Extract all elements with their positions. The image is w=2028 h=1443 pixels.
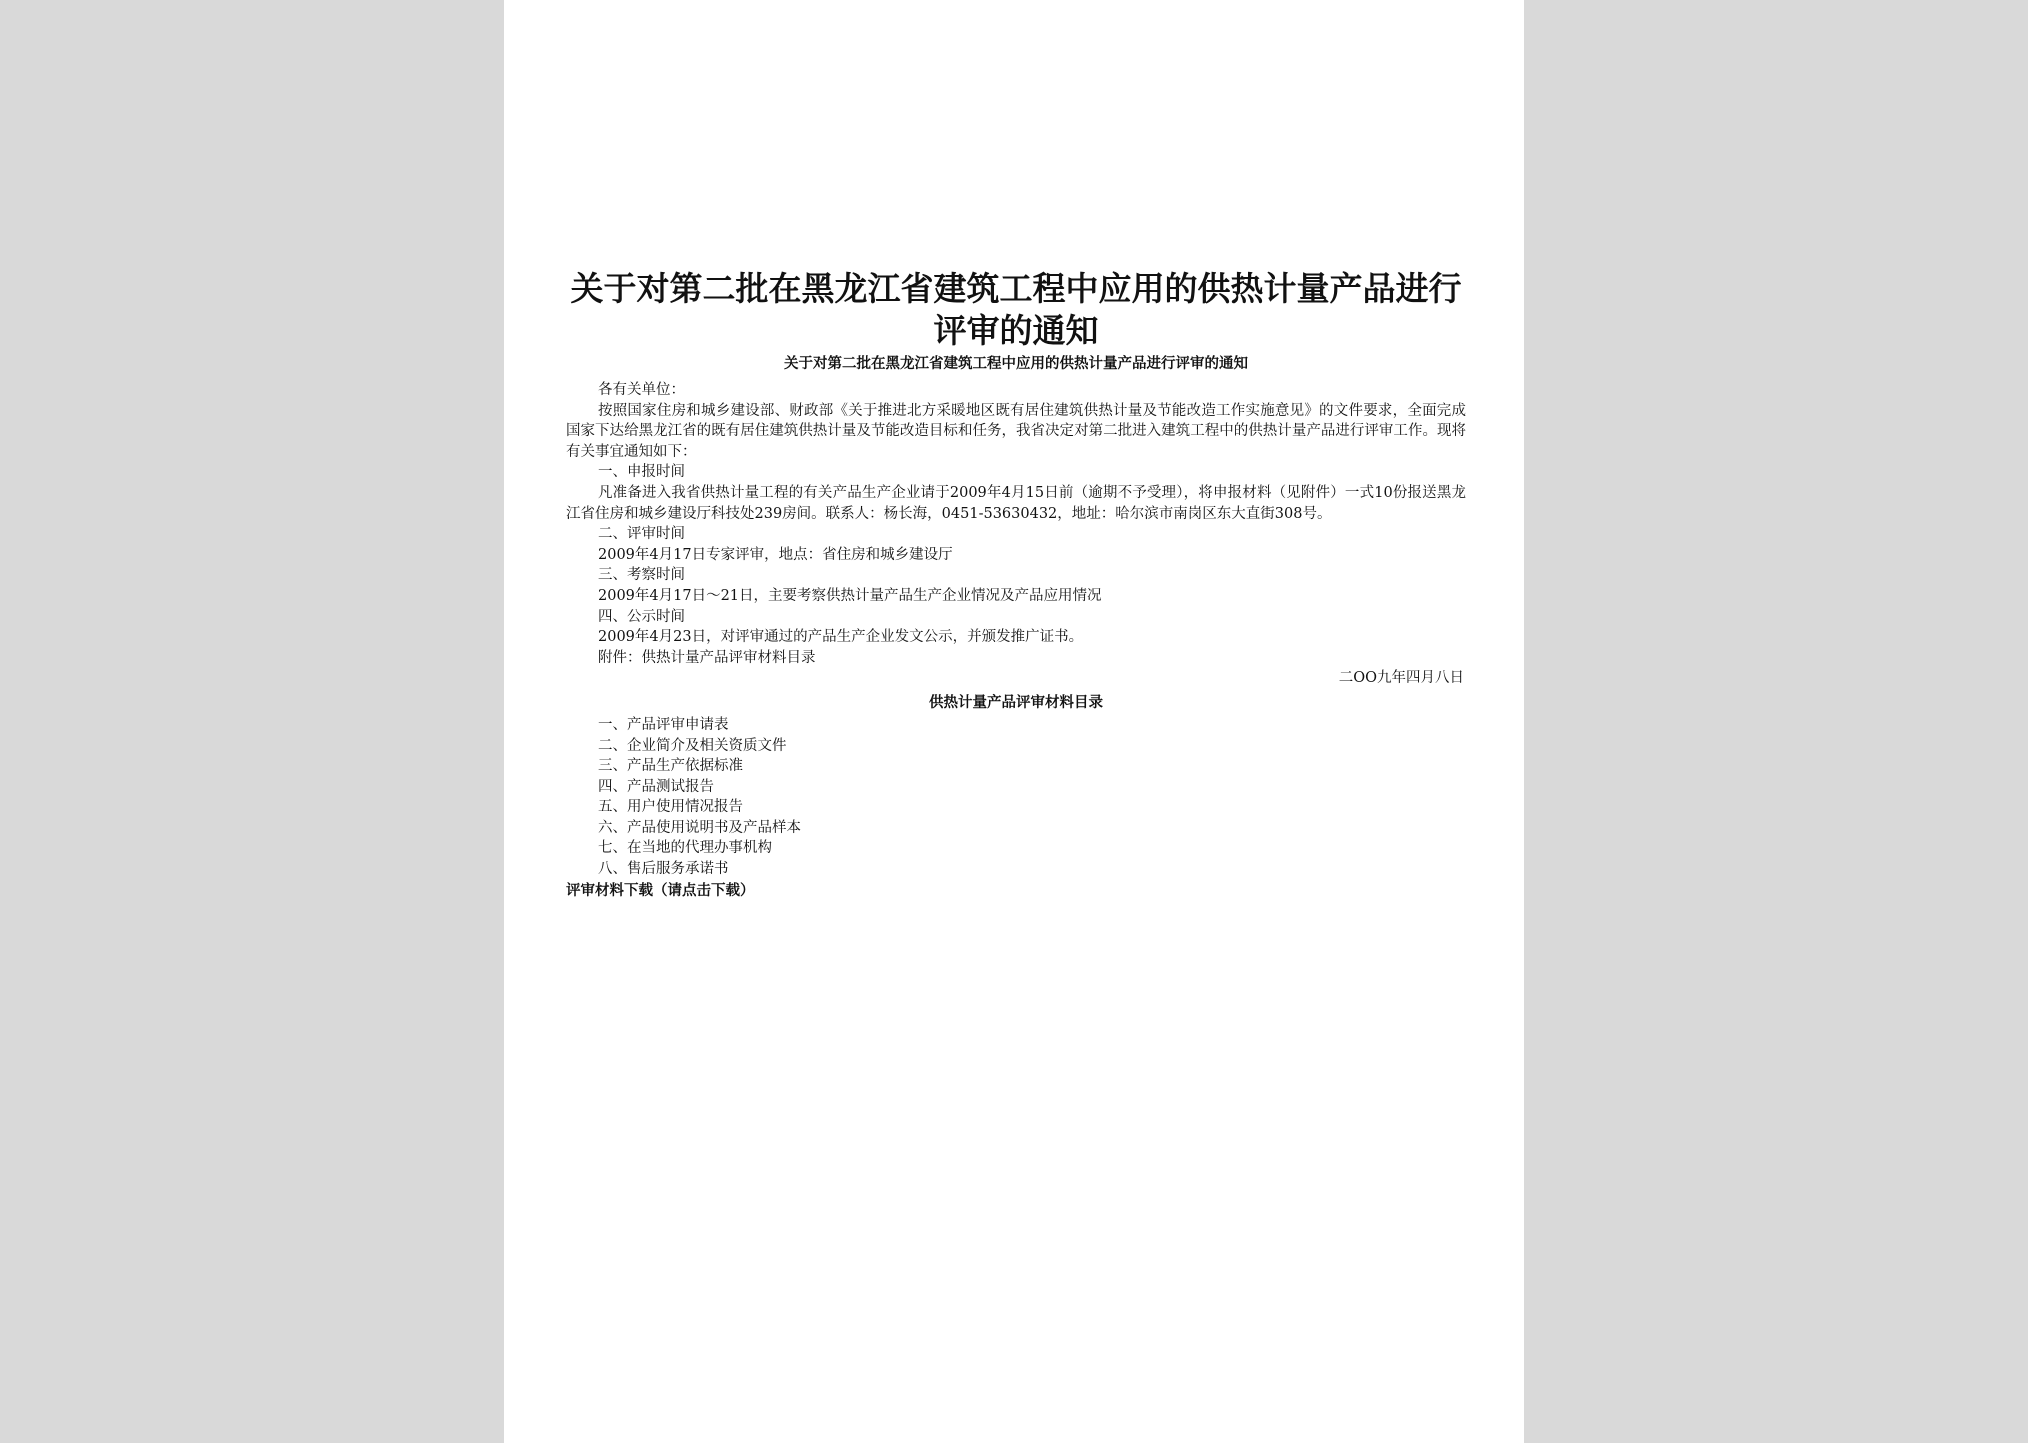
issue-date: 二OO九年四月八日 (1338, 670, 1464, 687)
document-content (566, 268, 1466, 902)
attachment-item: 七、在当地的代理办事机构 (598, 840, 772, 857)
attachment-item: 一、产品评审申请表 (598, 716, 729, 733)
section-heading-inspection: 三、考察时间 (598, 567, 685, 584)
attachment-title: 供热计量产品评审材料目录 (929, 694, 1103, 711)
attachment-item: 六、产品使用说明书及产品样本 (598, 819, 801, 836)
document-subtitle: 关于对第二批在黑龙江省建筑工程中应用的供热计量产品进行评审的通知 (784, 356, 1248, 372)
attachment-list (566, 715, 1466, 880)
attachment-item: 二、企业简介及相关资质文件 (598, 737, 787, 754)
section-body-review: 2009年4月17日专家评审，地点：省住房和城乡建设厅 (598, 546, 953, 563)
attachment-item: 三、产品生产依据标准 (598, 758, 743, 775)
section-heading-submission: 一、申报时间 (598, 464, 685, 481)
section-heading-review: 二、评审时间 (598, 526, 685, 543)
salutation: 各有关单位： (598, 382, 685, 398)
section-heading-publicity: 四、公示时间 (598, 608, 685, 625)
attachment-note: 附件：供热计量产品评审材料目录 (598, 649, 816, 666)
download-link[interactable]: 评审材料下载（请点击下载） (566, 882, 755, 899)
intro-paragraph: 按照国家住房和城乡建设部、财政部《关于推进北方采暖地区既有居住建筑供热计量及节能改造工作实施意见》的文件要求，全面完成国家下达给黑龙江省的既有居住建筑供热计量及节能改造目标和任务，我省决定对第二批进入建筑工程中的供热计量产品进行评审工作。现将有关事宜通知如下： (566, 402, 1466, 460)
section-body-inspection: 2009年4月17日～21日，主要考察供热计量产品生产企业情况及产品应用情况 (598, 587, 1102, 604)
attachment-item: 八、售后服务承诺书 (598, 861, 729, 878)
document-title: 关于对第二批在黑龙江省建筑工程中应用的供热计量产品进行评审的通知 (570, 269, 1462, 350)
attachment-item: 四、产品测试报告 (598, 778, 714, 795)
document-page (504, 0, 1524, 1443)
section-body-publicity: 2009年4月23日，对评审通过的产品生产企业发文公示，并颁发推广证书。 (598, 629, 1084, 646)
section-body-submission: 凡准备进入我省供热计量工程的有关产品生产企业请于2009年4月15日前（逾期不予受理），将申报材料（见附件）一式10份报送黑龙江省住房和城乡建设厅科技处239房间。联系人：杨长海，0451-53630432，地址：哈尔滨市南岗区东大直街308号。 (566, 484, 1466, 522)
attachment-item: 五、用户使用情况报告 (598, 799, 743, 816)
